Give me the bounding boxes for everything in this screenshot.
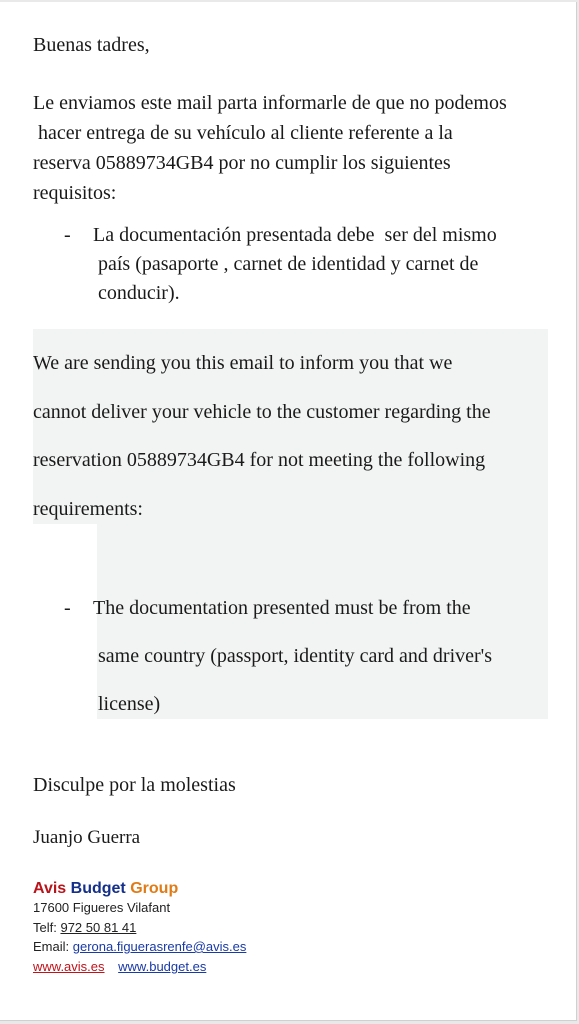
budget-website-link[interactable]: www.budget.es [118,959,207,974]
spanish-paragraph-line: hacer entrega de su vehículo al cliente referente a la [33,122,453,144]
english-paragraph [33,339,548,533]
company-brand [33,880,178,898]
email-label: Email: [33,939,73,954]
spanish-requirement-item [64,221,554,308]
website-links [33,959,206,974]
phone-link[interactable]: 972 50 81 41 [60,920,137,935]
spanish-requirement-line: La documentación presentada debe ser del mismo [93,224,497,246]
english-paragraph-line: reservation 05889734GB4 for not meeting the following [33,449,486,471]
spanish-paragraph-line: reserva 05889734GB4 por no cumplir los siguientes [33,152,451,174]
spanish-requirement-line: país (pasaporte , carnet de identidad y carnet de [98,253,479,275]
brand-budget: Budget [70,880,126,897]
spanish-paragraph-line: requisitos: [33,182,117,204]
english-requirement-line: same country (passport, identity card and driver's [98,645,493,667]
phone-line [33,920,136,935]
english-paragraph-line: We are sending you this email to inform you that we [33,352,453,374]
signer-name: Juanjo Guerra [33,827,141,848]
spanish-paragraph-line: Le enviamos este mail parta informarle de que no podemos [33,92,507,114]
bullet-dash: - [64,597,71,619]
email-link[interactable]: gerona.figuerasrenfe@avis.es [72,939,247,954]
bullet-dash: - [64,224,71,246]
email-line [33,939,246,954]
email-body [0,2,577,1021]
english-requirement-text [93,584,544,728]
phone-label: Telf: [33,920,61,935]
english-paragraph-line: cannot deliver your vehicle to the customer regarding the [33,400,491,423]
english-requirement-line: license) [98,693,161,715]
english-requirement-item [64,584,544,728]
greeting-text: Buenas tadres, [33,34,150,56]
company-address: 17600 Figueres Vilafant [33,900,171,915]
avis-website-link[interactable]: www.avis.es [33,959,105,974]
closing-text: Disculpe por la molestias [33,774,236,796]
english-paragraph-line: requirements: [33,497,143,520]
english-requirement-line: The documentation presented must be from the [93,597,471,619]
brand-group: Group [130,880,179,897]
brand-avis: Avis [33,880,67,897]
spanish-requirement-line: conducir). [98,282,180,304]
spanish-paragraph [33,88,563,208]
spanish-requirement-text [93,221,554,308]
